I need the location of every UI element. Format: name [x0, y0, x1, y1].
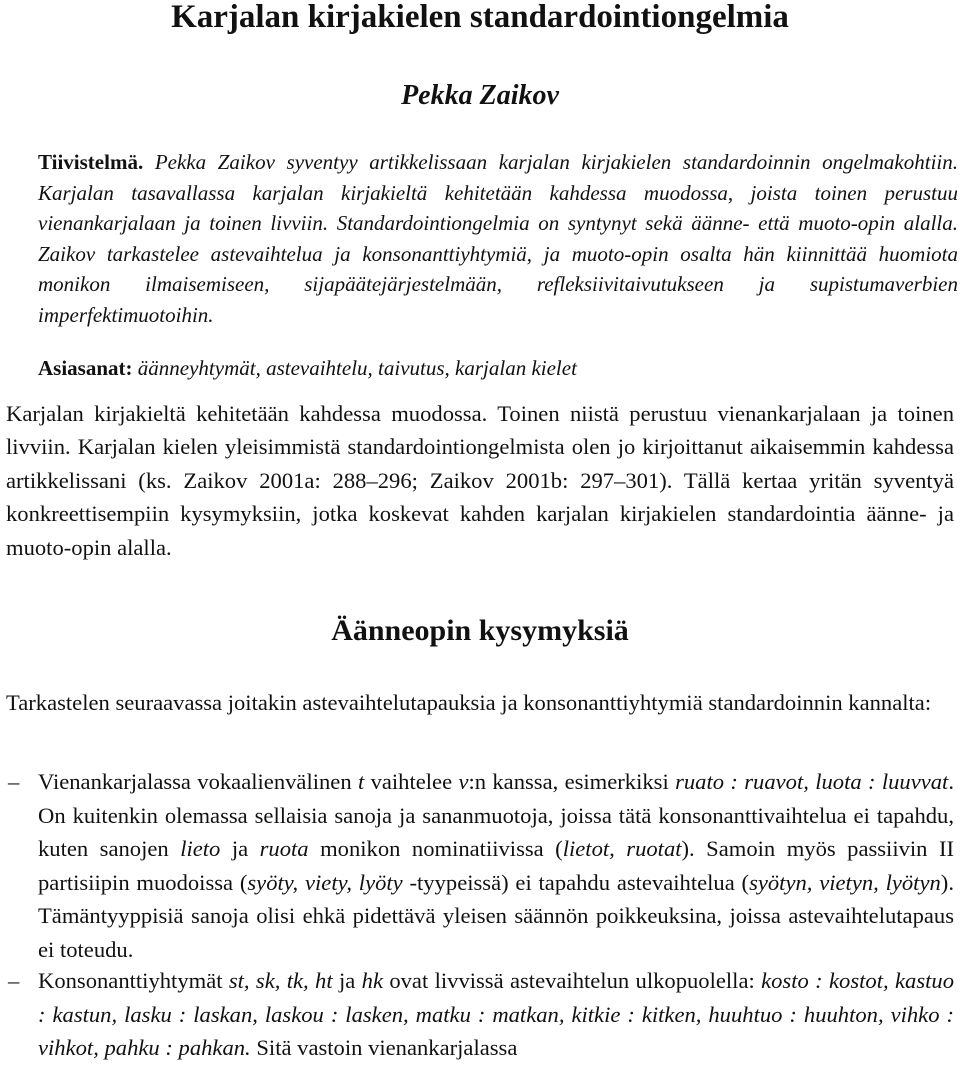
italic-term: t — [357, 769, 365, 794]
italic-term: st, sk, tk, ht — [228, 968, 333, 993]
text-run: ja — [220, 836, 260, 861]
text-run: :n kanssa, esimerkiksi — [468, 769, 676, 794]
intro-paragraph: Karjalan kirjakieltä kehitetään kahdessa muodossa. Toinen niistä perustuu vienankarjalaan ja toinen livviin. Karjalan kielen yleisimmistä standardointiongelmista olen jo kirjoittanut aikaisemmin kahdessa artikkelissani (ks. Zaikov 2001a: 288–296; Zaikov 2001b: 297–301). Tällä kertaa yritän syventyä konkreettisempiin kysymyksiin, jotka koskevat kahden karjalan kirjakielen standardointia äänne- ja muoto-opin alalla. — [6, 401, 954, 560]
abstract — [38, 147, 958, 331]
keywords-label: Asiasanat: — [38, 356, 133, 380]
text-run: -tyypeissä) ei tapahdu astevaihtelua ( — [402, 869, 750, 895]
section-heading: Äänneopin kysymyksiä — [331, 614, 629, 647]
text-run: vaihtelee — [364, 769, 459, 794]
keywords — [38, 353, 958, 383]
italic-term: v — [458, 769, 469, 794]
italic-term: lietot, ruotat — [562, 836, 682, 861]
abstract-label: Tiivistelmä. — [38, 150, 144, 174]
italic-term: hk — [361, 968, 383, 993]
author-name: Pekka Zaikov — [401, 80, 559, 111]
italic-term: lieto — [180, 836, 221, 861]
text-run: Konsonanttiyhtymät — [38, 968, 229, 993]
text-run: ). Samoin myös passiivin II partisiipin muodoissa ( — [38, 836, 955, 895]
text-run: . On kuitenkin olemassa sellaisia sanoja ja sananmuotoja, joissa tätä konsonanttivaihtelua ei tapahdu, kuten sanojen — [38, 769, 954, 861]
text-run: Vienankarjalassa vokaalienvälinen — [38, 769, 358, 794]
lead-paragraph: Tarkastelen seuraavassa joitakin astevaihtelutapauksia ja konsonanttiyhtymiä standardoinnin kannalta: — [6, 690, 932, 715]
italic-term: ruato : ruavot, luota : luuvvat — [675, 769, 949, 794]
text-run: ja — [332, 968, 362, 993]
dash-bullet: – — [8, 769, 20, 794]
italic-term: kosto : kostot, kastuo : kastun, lasku : laskan, laskou : lasken, matku : matkan, kitkie : kitken, huuhtuo : huuhton, vihko : vihkot, pahku : pahkan. — [38, 968, 954, 1060]
list-item-text — [38, 765, 954, 966]
dash-bullet: – — [8, 968, 20, 993]
text-run: ). Tämäntyyppisiä sanoja olisi ehkä pidettävä yleisen säännön poikkeuksina, joissa astevaihtelutapaus ei toteudu. — [38, 869, 954, 962]
article-title: Karjalan kirjakielen standardointiongelmia — [171, 0, 789, 35]
list-item-text — [38, 964, 954, 1065]
text-run: ovat livvissä astevaihtelun ulkopuolella: — [382, 968, 762, 993]
keywords-text: äänneyhtymät, astevaihtelu, taivutus, karjalan kielet — [132, 356, 577, 380]
text-run: monikon nominatiivissa ( — [308, 836, 563, 861]
abstract-text: Pekka Zaikov syventyy artikkelissaan karjalan kirjakielen standardoinnin ongelmakohtiin. Karjalan tasavallassa karjalan kirjakieltä kehitetään kahdessa muodossa, joista toinen perustuu vienankarjalaan ja toinen livviin. Standardointiongelmia on syntynyt sekä äänne- että muoto-opin alalla. Zaikov tarkastelee astevaihtelua ja konsonanttiyhtymiä, ja muoto-opin osalta hän kiinnittää huomiota monikon ilmaisemiseen, sijapäätejärjestelmään, refleksiivitaivutukseen ja supistumaverbien imperfektimuotoihin. — [38, 150, 958, 327]
italic-term: ruota — [259, 836, 309, 861]
italic-term: syöty, viety, lyöty — [247, 869, 403, 895]
text-run: Sitä vastoin vienankarjalassa — [250, 1035, 518, 1060]
italic-term: syötyn, vietyn, lyötyn — [749, 869, 941, 895]
